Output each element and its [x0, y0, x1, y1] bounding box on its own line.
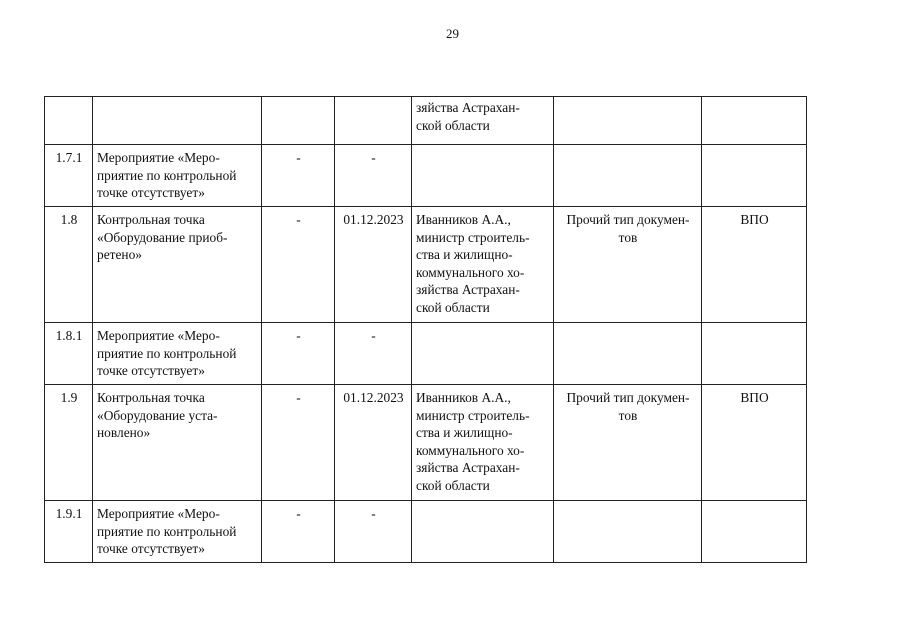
- cell-end-date: -: [335, 501, 412, 563]
- table-row: [45, 145, 807, 207]
- cell-name: [93, 501, 262, 563]
- table-row: [45, 323, 807, 385]
- cell-name: [93, 97, 262, 145]
- cell-level: ВПО: [702, 385, 807, 501]
- cell-responsible: [412, 501, 554, 563]
- cell-level: [702, 501, 807, 563]
- table-row: [45, 97, 807, 145]
- cell-responsible-text: Иванников А.А., министр строитель- ства и жилищно- коммунального хо- зяйства Астрахан- ской области: [416, 212, 530, 315]
- cell-name-text: Контрольная точка «Оборудование уста- новлено»: [97, 390, 218, 441]
- cell-name-text: Мероприятие «Меро- приятие по контрольной точке отсутствует»: [97, 150, 237, 201]
- cell-number: 1.9: [45, 385, 93, 501]
- cell-number: 1.8: [45, 207, 93, 323]
- cell-level: ВПО: [702, 207, 807, 323]
- cell-name: [93, 323, 262, 385]
- cell-level: [702, 97, 807, 145]
- cell-number: 1.9.1: [45, 501, 93, 563]
- table-row: [45, 501, 807, 563]
- table-row: [45, 385, 807, 501]
- table-row: [45, 207, 807, 323]
- cell-level: [702, 145, 807, 207]
- cell-start-date: -: [262, 385, 335, 501]
- cell-level: [702, 323, 807, 385]
- cell-doc-type: [554, 501, 702, 563]
- cell-doc-type: [554, 145, 702, 207]
- cell-responsible: [412, 385, 554, 501]
- cell-doc-type-text: Прочий тип докумен- тов: [566, 212, 690, 245]
- page-number: 29: [446, 26, 459, 41]
- cell-name: [93, 145, 262, 207]
- cell-end-date: -: [335, 323, 412, 385]
- cell-responsible-text: зяйства Астрахан- ской области: [416, 100, 520, 133]
- cell-start-date: -: [262, 145, 335, 207]
- cell-end-date: [335, 97, 412, 145]
- cell-name-text: Контрольная точка «Оборудование приоб- ретено»: [97, 212, 228, 263]
- cell-responsible: [412, 145, 554, 207]
- control-points-table: [44, 96, 807, 563]
- cell-end-date: 01.12.2023: [335, 385, 412, 501]
- cell-number: 1.8.1: [45, 323, 93, 385]
- cell-doc-type: [554, 97, 702, 145]
- cell-number: 1.7.1: [45, 145, 93, 207]
- cell-start-date: -: [262, 207, 335, 323]
- cell-end-date: 01.12.2023: [335, 207, 412, 323]
- cell-doc-type: [554, 323, 702, 385]
- cell-doc-type: [554, 207, 702, 323]
- cell-number: [45, 97, 93, 145]
- cell-name: [93, 385, 262, 501]
- cell-responsible: [412, 207, 554, 323]
- cell-start-date: -: [262, 323, 335, 385]
- cell-responsible-text: Иванников А.А., министр строитель- ства и жилищно- коммунального хо- зяйства Астрахан- ской области: [416, 390, 530, 493]
- cell-name-text: Мероприятие «Меро- приятие по контрольной точке отсутствует»: [97, 328, 237, 379]
- cell-end-date: -: [335, 145, 412, 207]
- cell-responsible: [412, 323, 554, 385]
- cell-responsible: [412, 97, 554, 145]
- cell-start-date: -: [262, 501, 335, 563]
- cell-doc-type-text: Прочий тип докумен- тов: [566, 390, 690, 423]
- cell-name-text: Мероприятие «Меро- приятие по контрольной точке отсутствует»: [97, 506, 237, 557]
- cell-name: [93, 207, 262, 323]
- cell-doc-type: [554, 385, 702, 501]
- cell-start-date: [262, 97, 335, 145]
